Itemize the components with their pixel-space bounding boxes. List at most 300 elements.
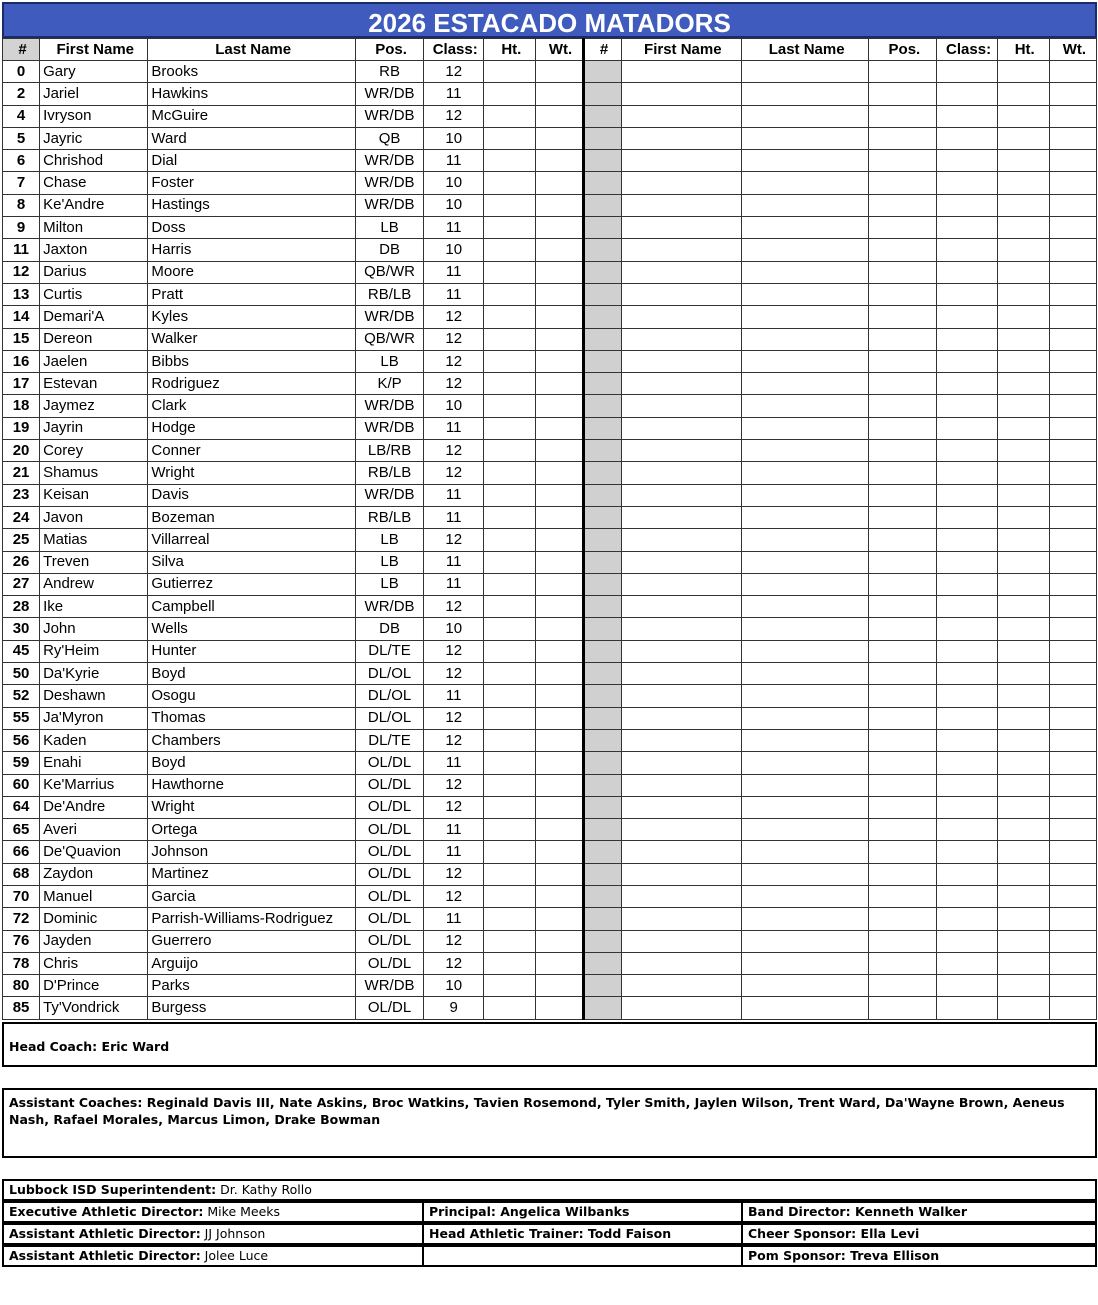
player-class-2 <box>937 551 997 573</box>
player-position: OL/DL <box>355 796 423 818</box>
col-header-last-name: Last Name <box>148 39 356 61</box>
player-class-2 <box>937 283 997 305</box>
player-weight-2 <box>1049 239 1096 261</box>
roster-table <box>2 38 1097 1020</box>
table-row <box>3 796 1097 818</box>
player-last-name: Campbell <box>148 596 356 618</box>
player-class: 12 <box>424 952 484 974</box>
player-weight <box>536 663 583 685</box>
table-row <box>3 506 1097 528</box>
player-height <box>484 529 536 551</box>
player-position: WR/DB <box>355 395 423 417</box>
table-row <box>3 930 1097 952</box>
player-number: 9 <box>3 217 40 239</box>
player-position-2 <box>869 217 937 239</box>
player-number-2 <box>583 640 621 662</box>
player-first-name-2 <box>621 440 741 462</box>
player-class: 12 <box>424 885 484 907</box>
player-position: WR/DB <box>355 596 423 618</box>
player-class-2 <box>937 306 997 328</box>
player-number: 24 <box>3 506 40 528</box>
player-class: 12 <box>424 462 484 484</box>
player-position-2 <box>869 417 937 439</box>
player-first-name: Jaxton <box>40 239 148 261</box>
player-position-2 <box>869 105 937 127</box>
col-header-first-name: First Name <box>40 39 148 61</box>
player-position: OL/DL <box>355 774 423 796</box>
player-class-2 <box>937 908 997 930</box>
player-height <box>484 640 536 662</box>
player-position-2 <box>869 373 937 395</box>
player-last-name: McGuire <box>148 105 356 127</box>
superintendent-cell <box>4 1181 1094 1199</box>
player-number-2 <box>583 819 621 841</box>
player-last-name: Foster <box>148 172 356 194</box>
player-position: OL/DL <box>355 752 423 774</box>
player-position-2 <box>869 885 937 907</box>
player-number-2 <box>583 841 621 863</box>
player-position: OL/DL <box>355 952 423 974</box>
player-class-2 <box>937 462 997 484</box>
player-position: WR/DB <box>355 975 423 997</box>
player-class-2 <box>937 819 997 841</box>
player-last-name: Davis <box>148 484 356 506</box>
player-first-name-2 <box>621 774 741 796</box>
player-weight <box>536 194 583 216</box>
player-last-name: Hawthorne <box>148 774 356 796</box>
player-class-2 <box>937 484 997 506</box>
player-number-2 <box>583 796 621 818</box>
player-first-name: Da'Kyrie <box>40 663 148 685</box>
player-first-name-2 <box>621 930 741 952</box>
player-number: 60 <box>3 774 40 796</box>
player-position-2 <box>869 551 937 573</box>
player-number: 30 <box>3 618 40 640</box>
player-number: 18 <box>3 395 40 417</box>
player-last-name-2 <box>741 841 868 863</box>
player-position: WR/DB <box>355 105 423 127</box>
table-row <box>3 194 1097 216</box>
player-first-name: Ivryson <box>40 105 148 127</box>
player-last-name-2 <box>741 863 868 885</box>
player-last-name-2 <box>741 194 868 216</box>
player-number: 13 <box>3 283 40 305</box>
player-class: 11 <box>424 261 484 283</box>
player-first-name: Milton <box>40 217 148 239</box>
player-first-name-2 <box>621 752 741 774</box>
assistant-coaches-text: Assistant Coaches: Reginald Davis III, Nate Askins, Broc Watkins, Tavien Rosemond, Tyler Smith, Jaylen Wilson, Trent Ward, Da'Wayne Brown, Aeneus Nash, Rafael Morales, Marcus Limon, Drake Bowman <box>9 1095 1065 1127</box>
player-number-2 <box>583 729 621 751</box>
player-class: 10 <box>424 239 484 261</box>
player-weight-2 <box>1049 685 1096 707</box>
head-coach-label: Head Coach: Eric Ward <box>9 1039 170 1054</box>
player-position-2 <box>869 774 937 796</box>
player-last-name-2 <box>741 150 868 172</box>
table-row <box>3 975 1097 997</box>
player-class-2 <box>937 774 997 796</box>
player-number: 70 <box>3 885 40 907</box>
player-number: 23 <box>3 484 40 506</box>
table-row <box>3 640 1097 662</box>
player-class: 12 <box>424 663 484 685</box>
player-position: DL/TE <box>355 640 423 662</box>
player-first-name-2 <box>621 105 741 127</box>
player-last-name-2 <box>741 774 868 796</box>
col-header-weight-2: Wt. <box>1049 39 1096 61</box>
player-position-2 <box>869 61 937 83</box>
player-weight <box>536 484 583 506</box>
player-weight <box>536 796 583 818</box>
player-class: 12 <box>424 796 484 818</box>
player-last-name: Silva <box>148 551 356 573</box>
player-weight <box>536 685 583 707</box>
player-first-name-2 <box>621 127 741 149</box>
player-height <box>484 596 536 618</box>
player-first-name-2 <box>621 663 741 685</box>
player-last-name: Guerrero <box>148 930 356 952</box>
player-weight-2 <box>1049 83 1096 105</box>
exec-ad-label: Executive Athletic Director: <box>9 1204 204 1219</box>
player-first-name: Andrew <box>40 573 148 595</box>
staff-row-superintendent <box>2 1179 1097 1201</box>
player-first-name-2 <box>621 417 741 439</box>
player-class: 11 <box>424 484 484 506</box>
player-weight-2 <box>1049 350 1096 372</box>
player-height <box>484 618 536 640</box>
player-number: 26 <box>3 551 40 573</box>
player-last-name: Johnson <box>148 841 356 863</box>
player-class: 11 <box>424 217 484 239</box>
player-height <box>484 261 536 283</box>
player-height <box>484 975 536 997</box>
player-position-2 <box>869 729 937 751</box>
player-number: 72 <box>3 908 40 930</box>
player-number-2 <box>583 373 621 395</box>
player-height <box>484 283 536 305</box>
player-class-2 <box>937 930 997 952</box>
player-number-2 <box>583 752 621 774</box>
player-position: QB/WR <box>355 328 423 350</box>
player-height <box>484 350 536 372</box>
player-first-name-2 <box>621 261 741 283</box>
player-last-name-2 <box>741 663 868 685</box>
player-first-name-2 <box>621 61 741 83</box>
player-height-2 <box>997 551 1049 573</box>
player-weight-2 <box>1049 930 1096 952</box>
player-weight-2 <box>1049 841 1096 863</box>
player-height-2 <box>997 462 1049 484</box>
player-weight <box>536 707 583 729</box>
player-class-2 <box>937 952 997 974</box>
player-weight-2 <box>1049 217 1096 239</box>
player-last-name: Hastings <box>148 194 356 216</box>
roster-sheet <box>2 2 1097 1020</box>
player-position: OL/DL <box>355 908 423 930</box>
player-position-2 <box>869 908 937 930</box>
table-row <box>3 908 1097 930</box>
player-weight <box>536 172 583 194</box>
player-first-name: Jayrin <box>40 417 148 439</box>
player-first-name: Shamus <box>40 462 148 484</box>
player-last-name: Martinez <box>148 863 356 885</box>
player-position-2 <box>869 194 937 216</box>
table-row <box>3 239 1097 261</box>
player-first-name: Chase <box>40 172 148 194</box>
player-number: 4 <box>3 105 40 127</box>
player-last-name: Hawkins <box>148 83 356 105</box>
player-position: DL/TE <box>355 729 423 751</box>
player-position: QB/WR <box>355 261 423 283</box>
roster-title: 2026 ESTACADO MATADORS <box>2 2 1097 38</box>
table-row <box>3 283 1097 305</box>
player-position-2 <box>869 172 937 194</box>
table-row <box>3 172 1097 194</box>
player-number: 66 <box>3 841 40 863</box>
player-weight <box>536 952 583 974</box>
player-first-name-2 <box>621 863 741 885</box>
player-number: 0 <box>3 61 40 83</box>
player-last-name-2 <box>741 306 868 328</box>
player-number: 28 <box>3 596 40 618</box>
player-position-2 <box>869 306 937 328</box>
player-first-name: John <box>40 618 148 640</box>
player-first-name: Darius <box>40 261 148 283</box>
player-position-2 <box>869 283 937 305</box>
player-weight <box>536 417 583 439</box>
player-last-name: Walker <box>148 328 356 350</box>
player-number-2 <box>583 663 621 685</box>
player-position: DB <box>355 618 423 640</box>
player-weight <box>536 640 583 662</box>
player-position-2 <box>869 529 937 551</box>
player-position: LB <box>355 217 423 239</box>
player-class: 12 <box>424 328 484 350</box>
player-number: 50 <box>3 663 40 685</box>
player-height-2 <box>997 105 1049 127</box>
player-last-name-2 <box>741 172 868 194</box>
player-class: 12 <box>424 373 484 395</box>
player-first-name: Jaymez <box>40 395 148 417</box>
player-number: 52 <box>3 685 40 707</box>
table-row <box>3 306 1097 328</box>
player-first-name-2 <box>621 885 741 907</box>
player-weight-2 <box>1049 618 1096 640</box>
player-height <box>484 863 536 885</box>
player-number: 15 <box>3 328 40 350</box>
player-last-name: Bozeman <box>148 506 356 528</box>
player-last-name: Chambers <box>148 729 356 751</box>
player-first-name: Dominic <box>40 908 148 930</box>
player-class: 12 <box>424 640 484 662</box>
table-row <box>3 462 1097 484</box>
player-weight-2 <box>1049 283 1096 305</box>
player-height-2 <box>997 729 1049 751</box>
player-height <box>484 462 536 484</box>
player-number-2 <box>583 127 621 149</box>
player-position: DL/OL <box>355 685 423 707</box>
player-class: 10 <box>424 172 484 194</box>
col-header-number: # <box>3 39 40 61</box>
player-number-2 <box>583 997 621 1019</box>
player-number: 6 <box>3 150 40 172</box>
player-first-name-2 <box>621 217 741 239</box>
table-row <box>3 61 1097 83</box>
player-first-name: Demari'A <box>40 306 148 328</box>
player-position: OL/DL <box>355 819 423 841</box>
player-number-2 <box>583 863 621 885</box>
player-class-2 <box>937 729 997 751</box>
player-height <box>484 61 536 83</box>
player-height-2 <box>997 350 1049 372</box>
player-last-name-2 <box>741 685 868 707</box>
player-number-2 <box>583 150 621 172</box>
player-height <box>484 841 536 863</box>
player-number: 8 <box>3 194 40 216</box>
player-last-name-2 <box>741 596 868 618</box>
player-first-name-2 <box>621 596 741 618</box>
player-first-name-2 <box>621 506 741 528</box>
player-class-2 <box>937 640 997 662</box>
table-row <box>3 217 1097 239</box>
player-last-name-2 <box>741 952 868 974</box>
player-number-2 <box>583 283 621 305</box>
player-number: 68 <box>3 863 40 885</box>
table-row <box>3 127 1097 149</box>
player-height-2 <box>997 150 1049 172</box>
player-last-name-2 <box>741 217 868 239</box>
player-height-2 <box>997 885 1049 907</box>
player-number-2 <box>583 685 621 707</box>
player-position: WR/DB <box>355 484 423 506</box>
player-class-2 <box>937 194 997 216</box>
asst-ad1-cell <box>4 1225 424 1243</box>
player-height-2 <box>997 774 1049 796</box>
player-class-2 <box>937 885 997 907</box>
player-last-name-2 <box>741 752 868 774</box>
player-last-name: Bibbs <box>148 350 356 372</box>
player-last-name-2 <box>741 908 868 930</box>
player-number-2 <box>583 61 621 83</box>
col-header-height-2: Ht. <box>997 39 1049 61</box>
player-last-name-2 <box>741 529 868 551</box>
table-row <box>3 150 1097 172</box>
player-last-name: Moore <box>148 261 356 283</box>
player-height-2 <box>997 863 1049 885</box>
player-weight <box>536 127 583 149</box>
player-number: 12 <box>3 261 40 283</box>
player-class: 9 <box>424 997 484 1019</box>
asst-ad2-cell <box>4 1247 424 1265</box>
player-height-2 <box>997 573 1049 595</box>
player-weight <box>536 752 583 774</box>
table-row <box>3 373 1097 395</box>
player-last-name: Hunter <box>148 640 356 662</box>
player-weight-2 <box>1049 752 1096 774</box>
table-row <box>3 685 1097 707</box>
player-height-2 <box>997 707 1049 729</box>
player-weight-2 <box>1049 640 1096 662</box>
player-position-2 <box>869 618 937 640</box>
player-number-2 <box>583 172 621 194</box>
player-last-name-2 <box>741 417 868 439</box>
asst-ad1-value: JJ Johnson <box>204 1226 266 1241</box>
player-first-name: Estevan <box>40 373 148 395</box>
player-number-2 <box>583 194 621 216</box>
player-number-2 <box>583 952 621 974</box>
player-position: WR/DB <box>355 150 423 172</box>
col-header-number-2: # <box>583 39 621 61</box>
player-number: 76 <box>3 930 40 952</box>
table-row <box>3 863 1097 885</box>
player-height <box>484 83 536 105</box>
player-weight <box>536 373 583 395</box>
player-last-name: Osogu <box>148 685 356 707</box>
player-position: LB/RB <box>355 440 423 462</box>
player-class-2 <box>937 863 997 885</box>
player-last-name: Parrish-Williams-Rodriguez <box>148 908 356 930</box>
player-number: 25 <box>3 529 40 551</box>
player-height-2 <box>997 596 1049 618</box>
player-first-name: Ry'Heim <box>40 640 148 662</box>
player-height-2 <box>997 172 1049 194</box>
player-class-2 <box>937 150 997 172</box>
player-weight <box>536 506 583 528</box>
player-first-name-2 <box>621 975 741 997</box>
player-number-2 <box>583 328 621 350</box>
player-first-name-2 <box>621 685 741 707</box>
player-last-name-2 <box>741 551 868 573</box>
player-height <box>484 819 536 841</box>
player-class: 12 <box>424 440 484 462</box>
player-position-2 <box>869 752 937 774</box>
player-number: 19 <box>3 417 40 439</box>
player-last-name: Burgess <box>148 997 356 1019</box>
player-class-2 <box>937 997 997 1019</box>
player-weight <box>536 350 583 372</box>
player-position-2 <box>869 997 937 1019</box>
player-weight-2 <box>1049 373 1096 395</box>
table-row <box>3 618 1097 640</box>
col-header-position-2: Pos. <box>869 39 937 61</box>
player-weight-2 <box>1049 975 1096 997</box>
player-weight-2 <box>1049 908 1096 930</box>
player-first-name-2 <box>621 618 741 640</box>
table-row <box>3 105 1097 127</box>
player-last-name-2 <box>741 796 868 818</box>
player-position-2 <box>869 596 937 618</box>
player-number: 20 <box>3 440 40 462</box>
player-class-2 <box>937 328 997 350</box>
player-first-name-2 <box>621 83 741 105</box>
player-number: 17 <box>3 373 40 395</box>
player-class: 12 <box>424 105 484 127</box>
trainer-label: Head Athletic Trainer: Todd Faison <box>429 1226 672 1241</box>
player-height <box>484 885 536 907</box>
player-position: OL/DL <box>355 841 423 863</box>
player-weight-2 <box>1049 529 1096 551</box>
player-first-name: Treven <box>40 551 148 573</box>
cheer-cell <box>743 1225 1093 1243</box>
player-last-name: Boyd <box>148 752 356 774</box>
player-last-name: Boyd <box>148 663 356 685</box>
player-first-name: Manuel <box>40 885 148 907</box>
player-class-2 <box>937 685 997 707</box>
player-weight <box>536 885 583 907</box>
player-height <box>484 127 536 149</box>
staff-row-2 <box>2 1201 1097 1223</box>
player-class: 11 <box>424 83 484 105</box>
player-number: 21 <box>3 462 40 484</box>
